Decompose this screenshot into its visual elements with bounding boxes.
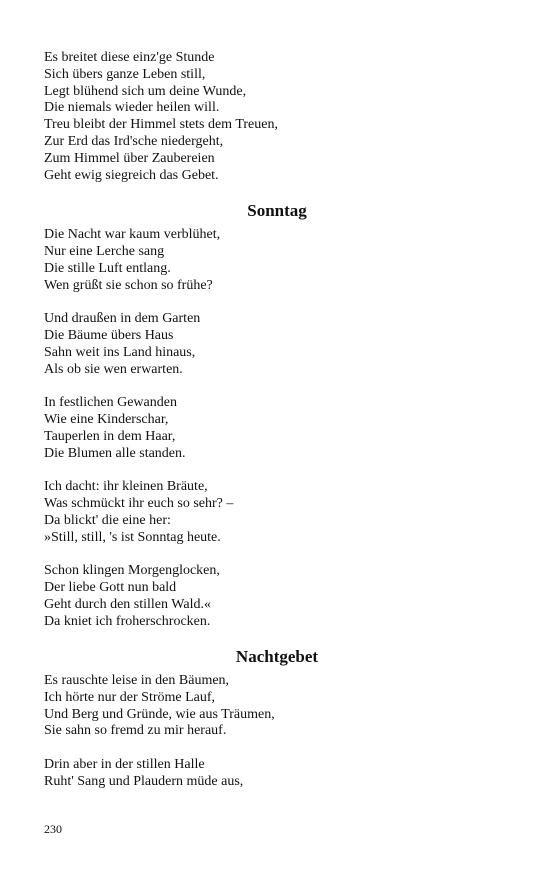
poem-line: Die Blumen alle standen. (44, 445, 186, 461)
poem-line: Sie sahn so fremd zu mir herauf. (44, 723, 227, 739)
poem-line: Zum Himmel über Zaubereien (44, 150, 215, 166)
poem-line: Geht ewig siegreich das Gebet. (44, 167, 219, 183)
poem-line: Als ob sie wen erwarten. (44, 361, 183, 377)
poem-line: Was schmückt ihr euch so sehr? – (44, 495, 234, 511)
stanza (44, 50, 484, 184)
poem-line: Ich dacht: ihr kleinen Bräute, (44, 479, 208, 495)
poem-title: Sonntag (247, 201, 307, 221)
poem-previous (44, 50, 484, 184)
poem-line: Schon klingen Morgenglocken, (44, 563, 220, 579)
poem-line: Geht durch den stillen Wald.« (44, 596, 211, 612)
poem-line: Ich hörte nur der Ströme Lauf, (44, 689, 216, 705)
poem-line: Nur eine Lerche sang (44, 243, 165, 259)
poem-line: Legt blühend sich um deine Wunde, (44, 83, 247, 99)
poem-line: »Still, still, 's ist Sonntag heute. (44, 529, 221, 545)
poem-line: Die niemals wieder heilen will. (44, 100, 220, 116)
poem-line: Es breitet diese einz'ge Stunde (44, 50, 215, 65)
stanza (44, 395, 484, 462)
stanza (44, 311, 484, 378)
poem-line: Und Berg und Gründe, wie aus Träumen, (44, 706, 275, 722)
poem-sonntag (44, 201, 484, 630)
page-number: 230 (44, 822, 62, 836)
stanza (44, 673, 484, 740)
poem-title: Nachtgebet (235, 647, 319, 667)
stanza (44, 563, 484, 630)
stanza (44, 479, 484, 546)
stanza (44, 227, 484, 294)
poem-line: Wie eine Kinderschar, (44, 411, 169, 427)
page-body (44, 50, 484, 807)
poem-line: Sich übers ganze Leben still, (44, 66, 206, 82)
poem-line: Die Nacht war kaum verblühet, (44, 227, 221, 243)
poem-line: Sahn weit ins Land hinaus, (44, 344, 196, 360)
poem-line: Es rauschte leise in den Bäumen, (44, 673, 230, 689)
poem-line: Da blickt' die eine her: (44, 512, 171, 528)
poem-line: Zur Erd das Ird'sche niedergeht, (44, 133, 224, 149)
poem-line: Drin aber in der stillen Halle (44, 757, 205, 773)
poem-line: Da kniet ich froherschrocken. (44, 613, 211, 629)
poem-nachtgebet (44, 647, 484, 791)
poem-line: Tauperlen in dem Haar, (44, 428, 176, 444)
poem-line: Wen grüßt sie schon so frühe? (44, 277, 213, 293)
poem-line: Der liebe Gott nun bald (44, 579, 177, 595)
stanza (44, 757, 484, 791)
poem-line: Treu bleibt der Himmel stets dem Treuen, (44, 117, 278, 133)
poem-line: Ruht' Sang und Plaudern müde aus, (44, 773, 244, 789)
poem-line: Die stille Luft entlang. (44, 260, 171, 276)
poem-line: Die Bäume übers Haus (44, 327, 174, 343)
poem-line: In festlichen Gewanden (44, 395, 177, 411)
poem-line: Und draußen in dem Garten (44, 311, 201, 327)
